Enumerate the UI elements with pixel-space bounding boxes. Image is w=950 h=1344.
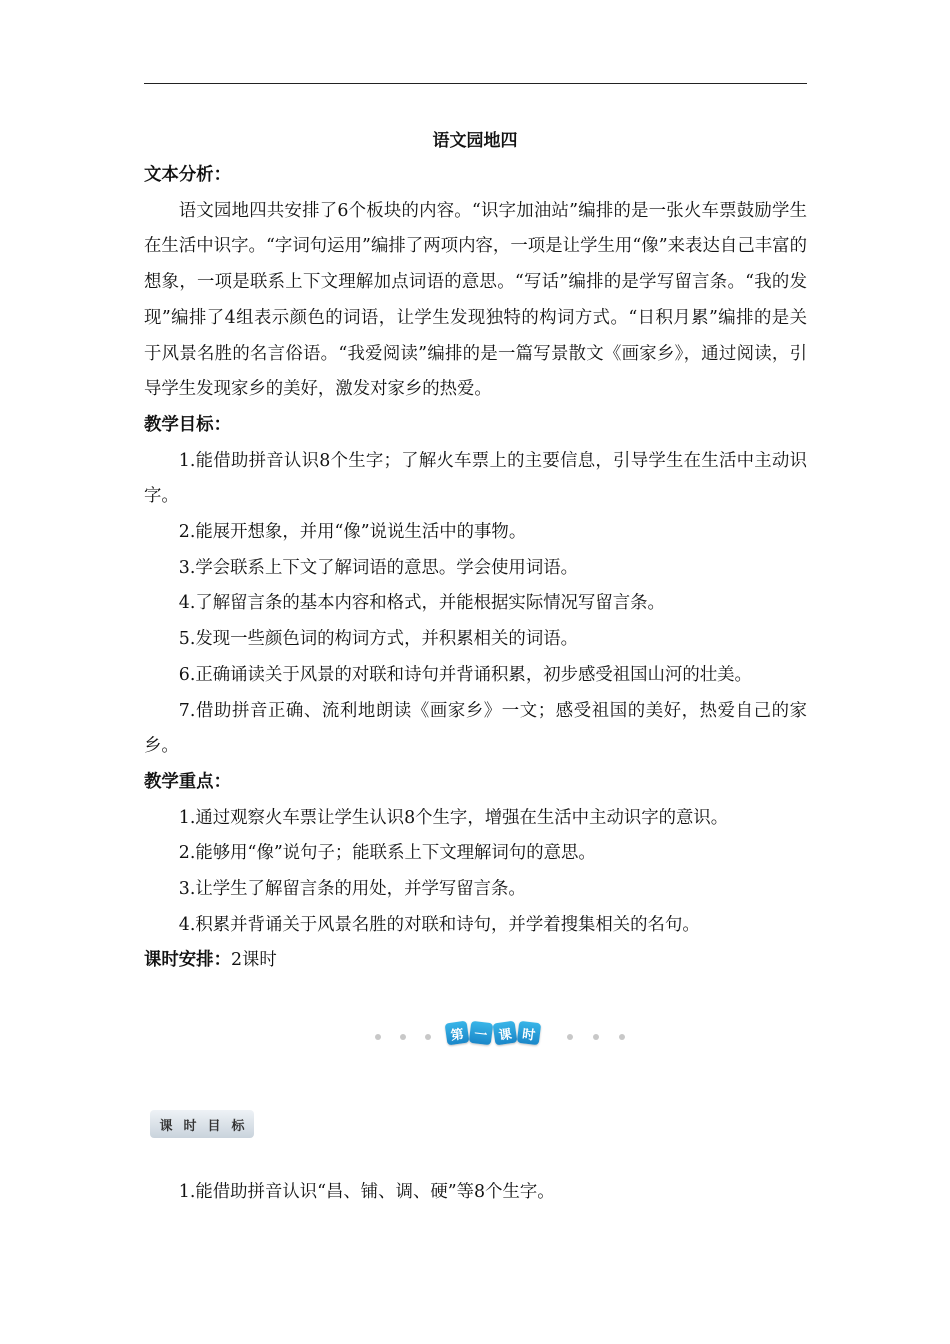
- schedule-value: 2课时: [230, 950, 277, 971]
- page-title: 语文园地四: [432, 131, 518, 151]
- lesson-badge-char: 课: [493, 1021, 518, 1046]
- goal-item: 6.正确诵读关于风景的对联和诗句并背诵积累，初步感受祖国山河的壮美。: [178, 664, 752, 685]
- goal-item: 1.能借助拼音认识8个生字；了解火车票上的主要信息，引导学生在生活中主动识字。: [144, 450, 807, 507]
- goal-item: 5.发现一些颜色词的构词方式，并积累相关的词语。: [178, 629, 578, 650]
- lesson-badge-char: 第: [445, 1021, 470, 1046]
- lesson-badge: [446, 1022, 542, 1044]
- lesson-target-tag: [150, 1110, 254, 1138]
- analysis-paragraph: 语文园地四共安排了6个板块的内容。“识字加油站”编排的是一张火车票鼓励学生在生活中识字。“字词句运用”编排了两项内容，一项是让学生用“像”来表达自己丰富的想象，一项是联系上下文理解加点词语的意思。“写话”编排的是学写留言条。“我的发现”编排了4组表示颜色的词语，让学生发现独特的构词方式。“日积月累”编排的是关于风景名胜的名言俗语。“我爱阅读”编排的是一篇写景散文《画家乡》，通过阅读，引导学生发现家乡的美好，激发对家乡的热爱。: [144, 200, 807, 400]
- document-body: [144, 158, 807, 979]
- goals-heading: 教学目标：: [144, 414, 231, 435]
- key-point-item: 2.能够用“像”说句子；能联系上下文理解词句的意思。: [178, 843, 596, 864]
- banner-dot: [619, 1034, 625, 1040]
- header-rule: [144, 83, 807, 84]
- goal-item: 4.了解留言条的基本内容和格式，并能根据实际情况写留言条。: [178, 593, 665, 614]
- analysis-heading: 文本分析：: [144, 165, 231, 185]
- key-point-item: 1.通过观察火车票让学生认识8个生字，增强在生活中主动识字的意识。: [178, 807, 729, 828]
- banner-dot: [425, 1034, 431, 1040]
- lesson-target-item: 1.能借助拼音认识“昌、铺、调、硬”等8个生字。: [178, 1182, 555, 1202]
- banner-dot: [375, 1034, 381, 1040]
- goal-item: 7.借助拼音正确、流利地朗读《画家乡》一文；感受祖国的美好，热爱自己的家乡。: [144, 700, 807, 757]
- banner-dot: [593, 1034, 599, 1040]
- lesson-badge-char: 时: [517, 1021, 542, 1046]
- lesson-target-char: 标: [231, 1118, 245, 1134]
- key-point-item: 4.积累并背诵关于风景名胜的对联和诗句，并学着搜集相关的名句。: [178, 914, 700, 935]
- lesson-target-char: 时: [183, 1118, 197, 1134]
- key-point-item: 3.让学生了解留言条的用处，并学写留言条。: [178, 879, 526, 900]
- banner-dot: [567, 1034, 573, 1040]
- lesson-badge-char: 一: [469, 1021, 494, 1046]
- goal-item: 2.能展开想象，并用“像”说说生活中的事物。: [178, 522, 527, 543]
- banner-dot: [400, 1034, 406, 1040]
- goal-item: 3.学会联系上下文了解词语的意思。学会使用词语。: [178, 557, 578, 578]
- key-points-heading: 教学重点：: [144, 771, 231, 792]
- lesson-target-char: 课: [159, 1118, 173, 1134]
- lesson-target-char: 目: [207, 1118, 221, 1134]
- schedule-heading: 课时安排：: [144, 950, 231, 971]
- schedule-line: [144, 943, 807, 979]
